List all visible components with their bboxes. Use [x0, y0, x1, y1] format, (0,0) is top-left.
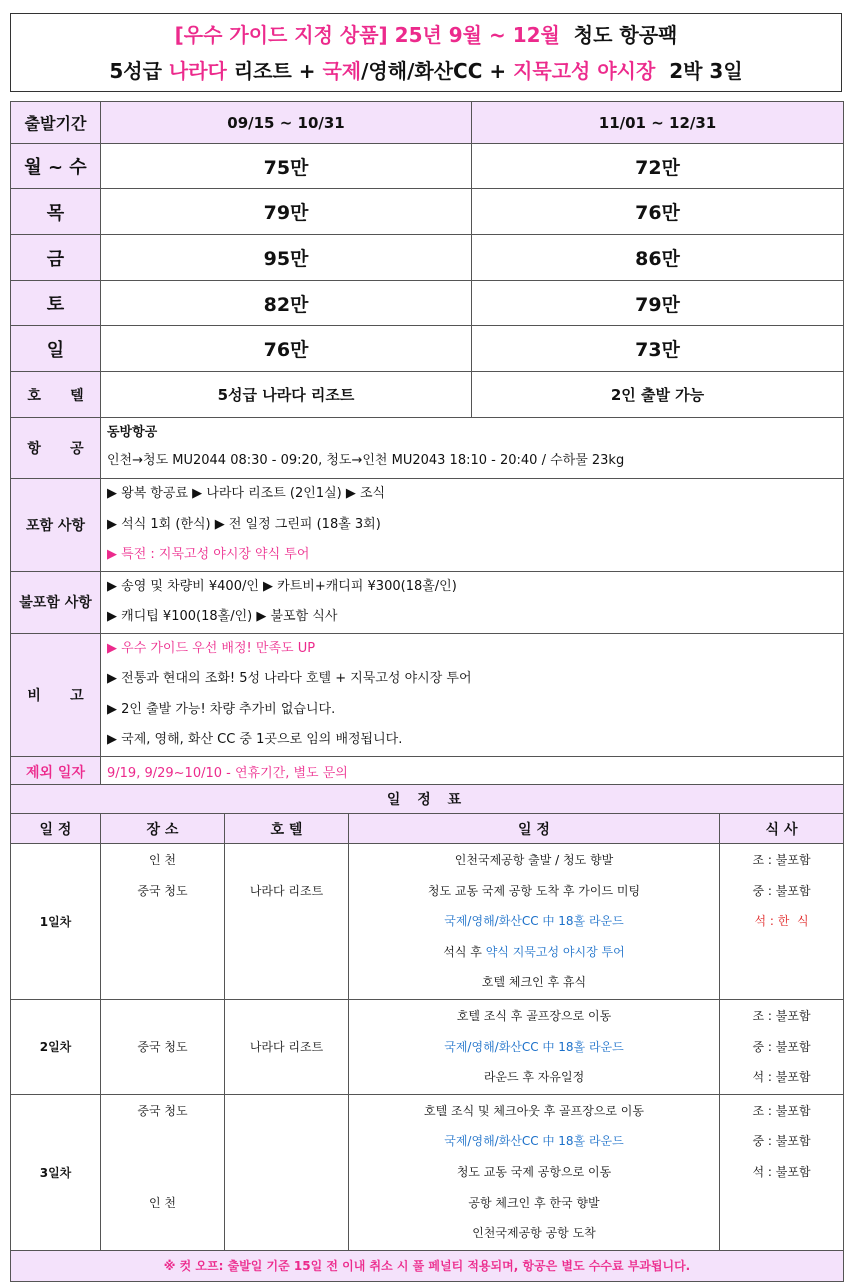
cancellation-notice: ※ 컷 오프: 출발일 기준 15일 전 이내 취소 시 풀 페널티 적용되며, 항공은 별도 수수료 부과됩니다.: [11, 1250, 844, 1281]
price-row: [11, 144, 844, 189]
weekday-label: 월 ~ 수: [11, 144, 101, 189]
place: 중국 청도: [137, 1103, 188, 1118]
excluded-label: 불포함 사항: [11, 571, 101, 633]
included-info: [101, 479, 844, 572]
day-label: 2일차: [11, 999, 101, 1094]
exclusion-dates-text: 9/19, 9/29~10/10 - 연휴기간, 별도 문의: [101, 756, 844, 787]
price-header-row: [11, 102, 844, 144]
title-highlight: [우수 가이드 지정 상품] 25년 9월 ~ 12월: [174, 22, 560, 47]
schedule-day-row: [11, 1094, 844, 1250]
price-value: 79만: [101, 189, 472, 235]
period-2: 11/01 ~ 12/31: [472, 102, 844, 144]
col-hotel: 호 텔: [225, 814, 349, 844]
flight-detail: 인천→청도 MU2044 08:30 - 09:20, 청도→인천 MU2043 18:10 - 20:40 / 수하물 23kg: [107, 453, 625, 468]
flight-airline: 동방항공: [107, 425, 158, 440]
weekday-label: 금: [11, 235, 101, 281]
title-course-main: 국제: [322, 58, 362, 83]
price-value: 76만: [101, 326, 472, 372]
included-row: [11, 479, 844, 572]
excluded-info: [101, 571, 844, 633]
plan-item: 라운드 후 자유일정: [483, 1070, 585, 1085]
included-special: ▶ 특전 : 지묵고성 야시장 약식 투어: [107, 547, 310, 562]
plan-item: 청도 교동 국제 공항 도착 후 가이드 미팅: [427, 883, 641, 898]
meal: 중 : 불포함: [752, 883, 811, 898]
price-table: [10, 101, 844, 788]
hotel-label: 호 텔: [11, 372, 101, 418]
hotel-note: 2인 출발 가능: [472, 372, 844, 418]
title-resort-suffix: 리조트 +: [233, 58, 316, 83]
day-plan: [349, 1094, 720, 1250]
flight-info: [101, 418, 844, 479]
remarks-info: [101, 633, 844, 756]
plan-item-tour-highlight: 약식 지묵고성 야시장 투어: [485, 944, 625, 959]
col-meal: 식 사: [720, 814, 844, 844]
excluded-line: ▶ 캐디팁 ¥100(18홀/인) ▶ 불포함 식사: [107, 609, 338, 624]
title-duration: 2박 3일: [669, 58, 743, 83]
footer-row: [11, 1250, 844, 1281]
remarks-line: ▶ 전통과 현대의 조화! 5성 나라다 호텔 + 지묵고성 야시장 투어: [107, 671, 472, 686]
day-hotel: [225, 844, 349, 1000]
period-1: 09/15 ~ 10/31: [101, 102, 472, 144]
col-plan: 일 정: [349, 814, 720, 844]
plan-item: 호텔 조식 후 골프장으로 이동: [456, 1008, 612, 1023]
title-night-market: 지묵고성 야시장: [513, 58, 656, 83]
remarks-line-highlight: ▶ 우수 가이드 우선 배정! 만족도 UP: [107, 640, 316, 656]
price-value: 72만: [472, 144, 844, 189]
meal: 중 : 불포함: [752, 1039, 811, 1054]
plan-item-golf: 국제/영해/화산CC 中 18홀 라운드: [444, 914, 624, 929]
plan-item: 인천국제공항 공항 도착: [472, 1226, 596, 1241]
remarks-label: 비 고: [11, 633, 101, 756]
hotel: 나라다 리조트: [249, 883, 324, 898]
day-plan: [349, 999, 720, 1094]
price-value: 82만: [101, 281, 472, 326]
plan-item: 청도 교동 국제 공항으로 이동: [456, 1164, 612, 1179]
plan-item: 인천국제공항 출발 / 청도 향발: [454, 853, 614, 867]
place: 중국 청도: [101, 999, 225, 1094]
price-row: [11, 235, 844, 281]
day-meals: [720, 1094, 844, 1250]
meal: 중 : 불포함: [752, 1134, 811, 1149]
meal: 석 : 불포함: [752, 1070, 811, 1085]
price-row: [11, 281, 844, 326]
excluded-row: [11, 571, 844, 633]
place: 중국 청도: [137, 883, 188, 898]
schedule-title-row: [11, 785, 844, 814]
col-place: 장 소: [101, 814, 225, 844]
title-grade: 5성급: [109, 58, 162, 83]
price-value: 86만: [472, 235, 844, 281]
flight-label: 항 공: [11, 418, 101, 479]
period-label: 출발기간: [11, 102, 101, 144]
schedule-table: [10, 784, 844, 1282]
remarks-line: ▶ 국제, 영해, 화산 CC 중 1곳으로 임의 배정됩니다.: [107, 732, 403, 747]
day-places: [101, 844, 225, 1000]
meal: 조 : 불포함: [752, 1008, 811, 1023]
plan-item-golf: 국제/영해/화산CC 中 18홀 라운드: [444, 1134, 624, 1149]
price-value: 73만: [472, 326, 844, 372]
day-hotel: [225, 1094, 349, 1250]
title-banner: [10, 13, 842, 92]
day-places: [101, 1094, 225, 1250]
price-value: 76만: [472, 189, 844, 235]
hotel-row: [11, 372, 844, 418]
title-product: 청도 항공팩: [573, 22, 678, 47]
meal: 조 : 불포함: [752, 1103, 811, 1118]
remarks-line: ▶ 2인 출발 가능! 차량 추가비 없습니다.: [107, 701, 336, 717]
weekday-label: 목: [11, 189, 101, 235]
included-line: ▶ 왕복 항공료 ▶ 나라다 리조트 (2인1실) ▶ 조식: [107, 486, 386, 501]
title-line-2: [109, 53, 742, 89]
price-row: [11, 189, 844, 235]
exclusion-dates-label: 제외 일자: [11, 756, 101, 787]
schedule-day-row: [11, 844, 844, 1000]
plan-item: 공항 체크인 후 한국 향발: [468, 1195, 600, 1210]
meal: 석 : 불포함: [752, 1164, 811, 1179]
day-plan: [349, 844, 720, 1000]
schedule-header-row: [11, 814, 844, 844]
plan-item-tour: [350, 937, 718, 968]
day-meals: [720, 844, 844, 1000]
hotel-name: 5성급 나라다 리조트: [101, 372, 472, 418]
hotel: 나라다 리조트: [225, 999, 349, 1094]
col-day: 일 정: [11, 814, 101, 844]
day-label: 3일차: [11, 1094, 101, 1250]
day-label: 1일차: [11, 844, 101, 1000]
included-line: ▶ 석식 1회 (한식) ▶ 전 일정 그린피 (18홀 3회): [107, 516, 381, 532]
schedule-title: 일 정 표: [11, 785, 844, 814]
meal-dinner: 석 : 한 식: [754, 914, 809, 929]
price-value: 95만: [101, 235, 472, 281]
plan-item-tour-prefix: 석식 후: [443, 944, 482, 959]
place: 인 천: [149, 1195, 176, 1210]
flight-row: [11, 418, 844, 479]
title-resort-name: 나라다: [168, 58, 227, 83]
plan-item: 호텔 조식 및 체크아웃 후 골프장으로 이동: [424, 1103, 644, 1118]
meal: 조 : 불포함: [752, 853, 811, 867]
day-meals: [720, 999, 844, 1094]
exclusion-dates-row: [11, 756, 844, 787]
plan-item-golf: 국제/영해/화산CC 中 18홀 라운드: [444, 1039, 624, 1054]
weekday-label: 토: [11, 281, 101, 326]
weekday-label: 일: [11, 326, 101, 372]
price-value: 75만: [101, 144, 472, 189]
plan-item: 호텔 체크인 후 휴식: [481, 975, 587, 990]
title-line-1: [175, 17, 678, 53]
price-row: [11, 326, 844, 372]
remarks-row: [11, 633, 844, 756]
included-label: 포함 사항: [11, 479, 101, 572]
excluded-line: ▶ 송영 및 차량비 ¥400/인 ▶ 카트비+캐디피 ¥300(18홀/인): [107, 578, 457, 594]
place: 인 천: [149, 853, 176, 867]
price-value: 79만: [472, 281, 844, 326]
title-course-rest: /영해/화산CC +: [361, 58, 507, 83]
schedule-day-row: [11, 999, 844, 1094]
